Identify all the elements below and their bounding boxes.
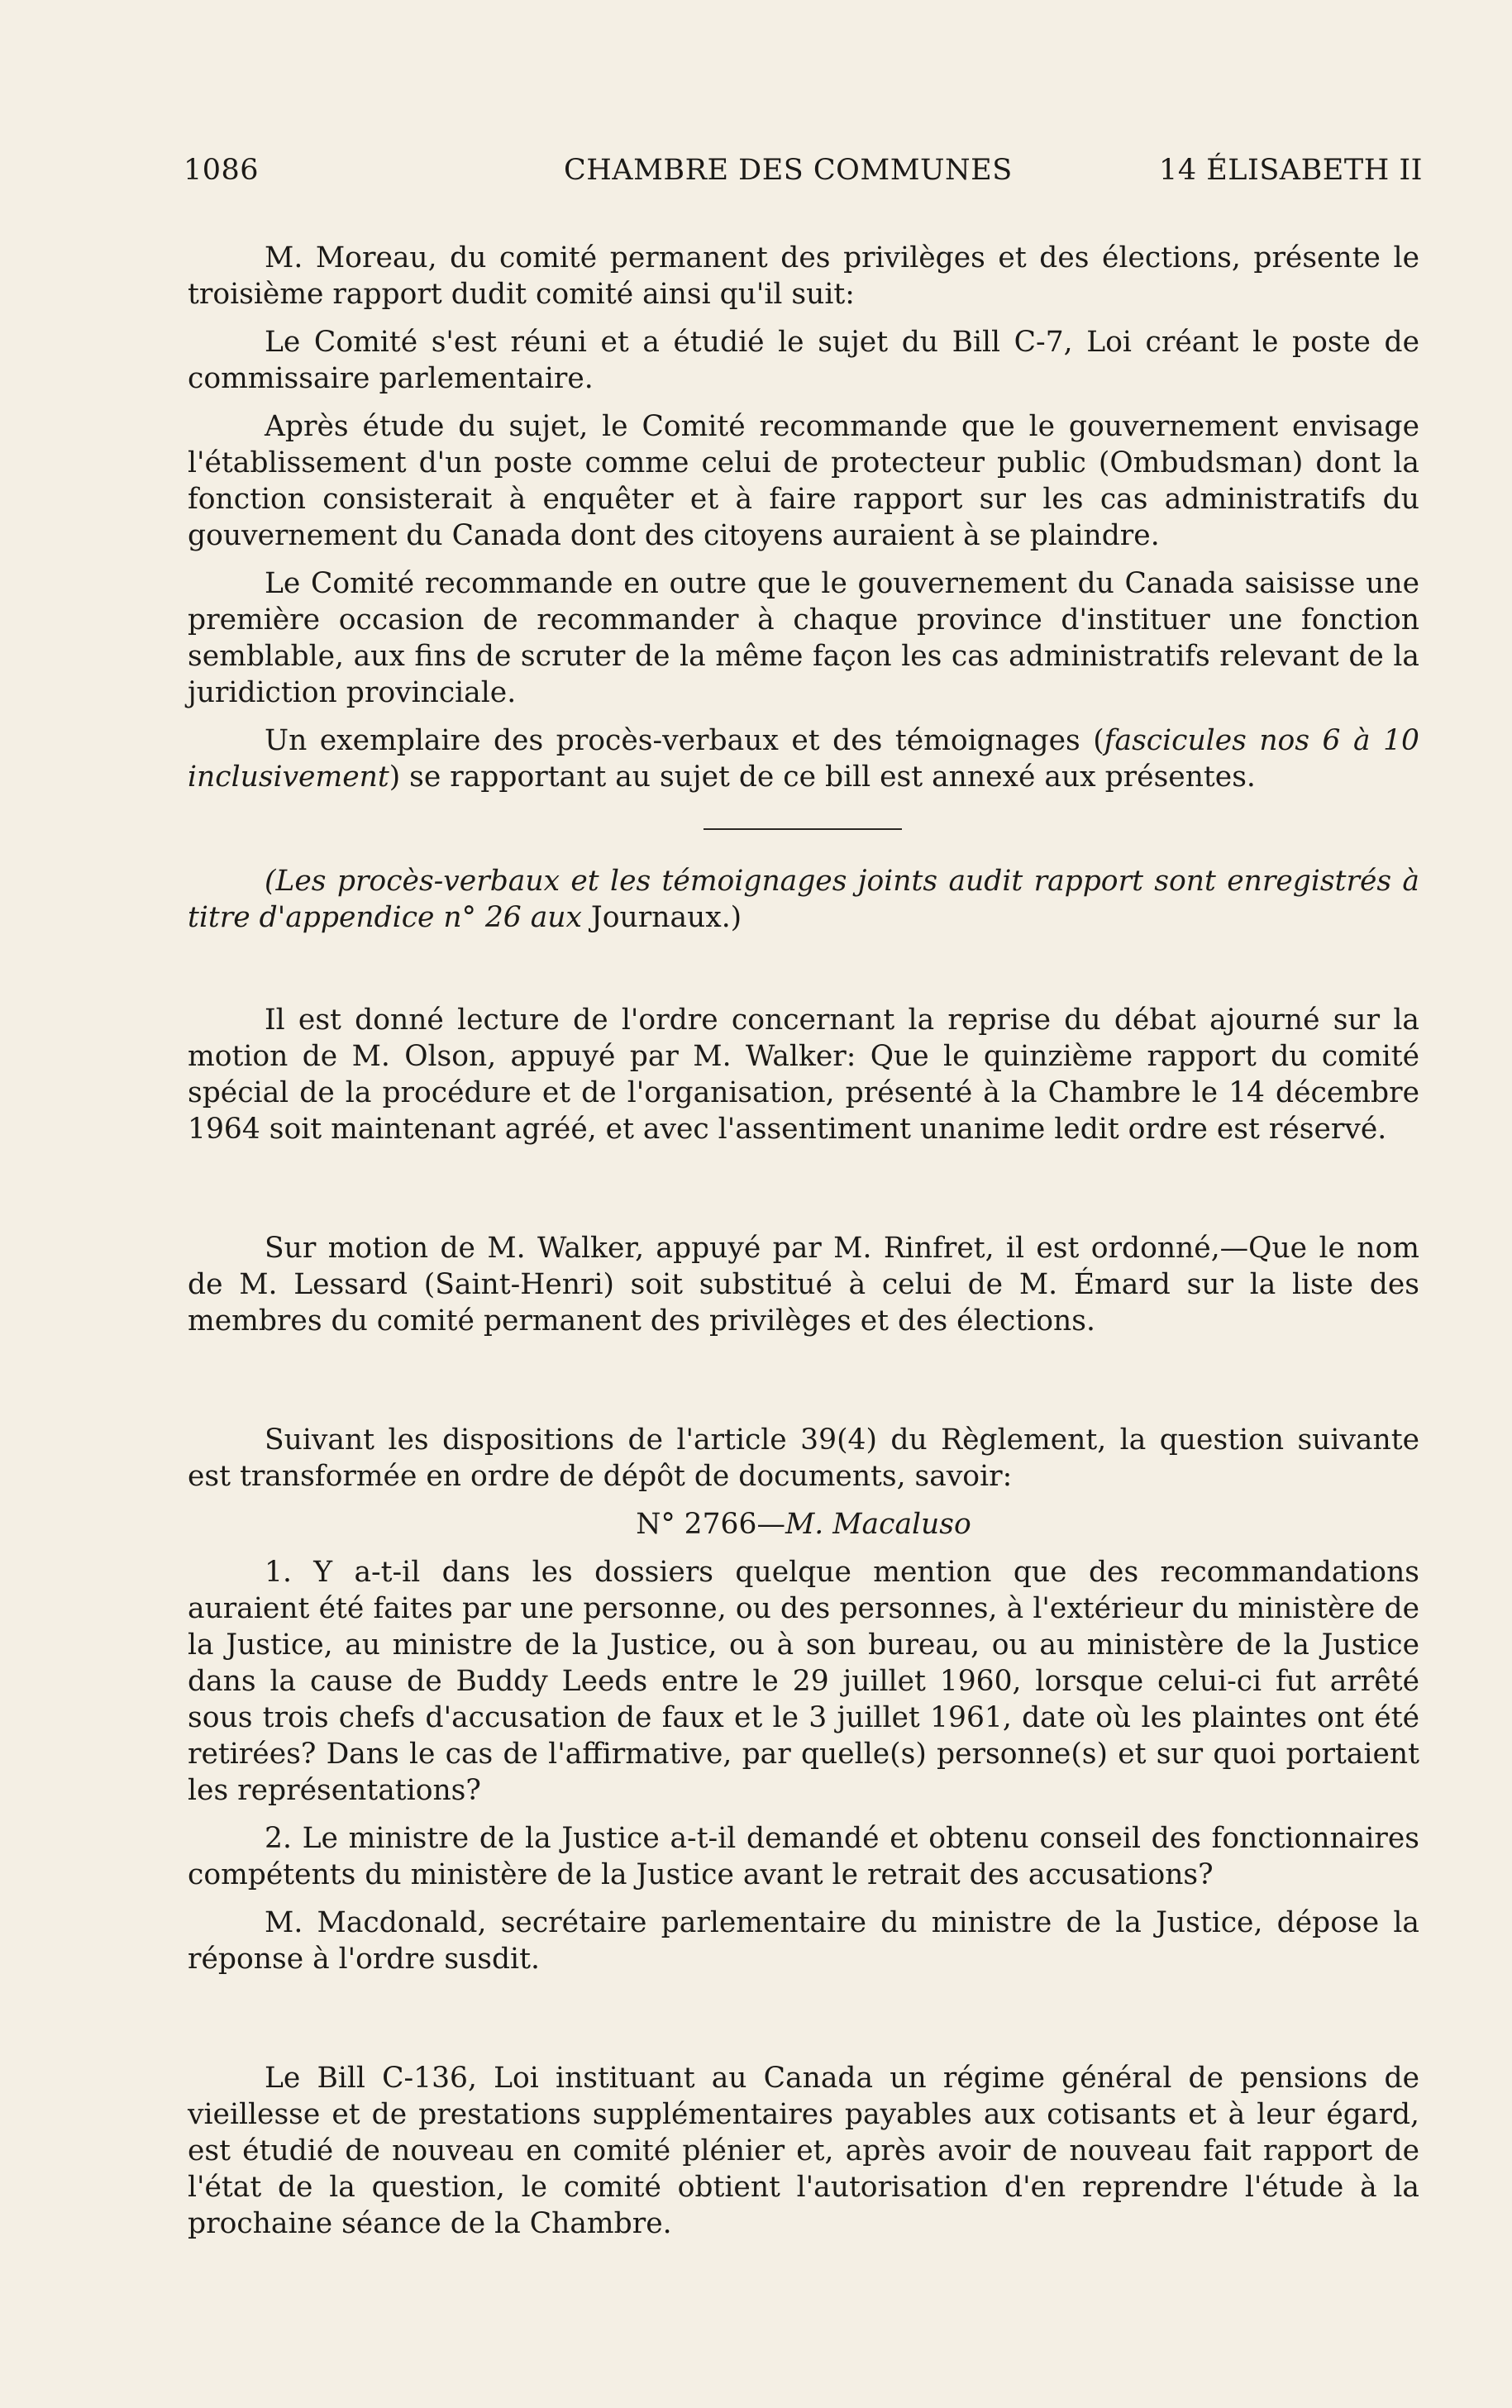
question-part-2: 2. Le ministre de la Justice a-t-il demandé et obtenu conseil des fonctionnaires compétents du ministère de la Justice avant le retrait des accusations? — [188, 1822, 1419, 1891]
appendix-journaux: Journaux — [590, 901, 722, 934]
paragraph-ombudsman: Après étude du sujet, le Comité recommande que le gouvernement envisage l'établissement d'un poste comme celui de protecteur public (Ombudsman) dont la fonction consisterait à enquêter et à faire rapport sur les cas administratifs du gouvernement du Canada dont des citoyens auraient à se plaindre. — [188, 410, 1419, 552]
paragraph-article-39: Suivant les dispositions de l'article 39(4) du Règlement, la question suivante est transformée en ordre de dépôt de documents, savoir: — [188, 1423, 1419, 1493]
paragraph-report-intro: M. Moreau, du comité permanent des privilèges et des élections, présente le troisième rapport dudit comité ainsi qu'il suit: — [188, 241, 1419, 311]
proceedings-fascicules: fascicules nos 6 à 10 inclusivement — [188, 724, 1419, 794]
section-divider — [704, 828, 902, 830]
page-number: 1086 — [184, 154, 260, 187]
question-heading — [188, 1506, 1419, 1543]
paragraph-committee-bill: Le Comité s'est réuni et a étudié le sujet du Bill C-7, Loi créant le poste de commissaire parlementaire. — [188, 326, 1419, 395]
proceedings-text-c: ) se rapportant au sujet de ce bill est annexé aux présentes. — [389, 761, 1256, 794]
paragraph-proceedings — [188, 722, 1419, 795]
paragraph-provinces: Le Comité recommande en outre que le gouvernement du Canada saisisse une première occasion de recommander à chaque province d'instituer une fonction semblable, aux fins de scruter de la même façon les cas administratifs relevant de la juridiction provinciale. — [188, 567, 1419, 709]
page-header — [184, 154, 1423, 195]
appendix-text-a: (Les procès-verbaux et les témoignages joints audit rapport sont enregistrés à titre d'appendice n° 26 aux — [188, 865, 1419, 934]
page-body — [188, 240, 1419, 2242]
appendix-text-c: .) — [721, 901, 742, 934]
question-number: N° 2766— — [636, 1508, 785, 1541]
regnal-year: 14 ÉLISABETH II — [1159, 154, 1423, 187]
question-member: M. Macaluso — [785, 1508, 971, 1541]
paragraph-bill-c136: Le Bill C-136, Loi instituant au Canada un régime général de pensions de vieillesse et de prestations supplémentaires payables aux cotisants et à leur égard, est étudié de nouveau en comité plénier et, après avoir de nouveau fait rapport de l'état de la question, le comité obtient l'autorisation d'en reprendre l'étude à la prochaine séance de la Chambre. — [188, 2062, 1419, 2240]
paragraph-appendix-note — [188, 863, 1419, 936]
question-part-1: 1. Y a-t-il dans les dossiers quelque mention que des recommandations auraient été faites par une personne, ou des personnes, à l'extérieur du ministère de la Justice, au ministre de la Justice, ou à son bureau, ou au ministère de la Justice dans la cause de Buddy Leeds entre le 29 juillet 1960, lorsque celui-ci fut arrêté sous trois chefs d'accusation de faux et le 3 juillet 1961, date où les plaintes ont été retirées? Dans le cas de l'affirmative, par quelle(s) personne(s) et sur quoi portaient les représentations? — [188, 1556, 1419, 1807]
running-title: CHAMBRE DES COMMUNES — [564, 154, 1013, 187]
proceedings-text-a: Un exemplaire des procès-verbaux et des témoignages ( — [265, 724, 1104, 757]
paragraph-walker-motion: Sur motion de M. Walker, appuyé par M. Rinfret, il est ordonné,—Que le nom de M. Lessard (Saint-Henri) soit substitué à celui de M. Émard sur la liste des membres du comité permanent des privilèges et des élections. — [188, 1232, 1419, 1338]
paragraph-olson-motion: Il est donné lecture de l'ordre concernant la reprise du débat ajourné sur la motion de M. Olson, appuyé par M. Walker: Que le quinzième rapport du comité spécial de la procédure et de l'organisation, présenté à la Chambre le 14 décembre 1964 soit maintenant agréé, et avec l'assentiment unanime ledit ordre est réservé. — [188, 1004, 1419, 1146]
paragraph-macdonald-answer: M. Macdonald, secrétaire parlementaire du ministre de la Justice, dépose la réponse à l'ordre susdit. — [188, 1906, 1419, 1976]
